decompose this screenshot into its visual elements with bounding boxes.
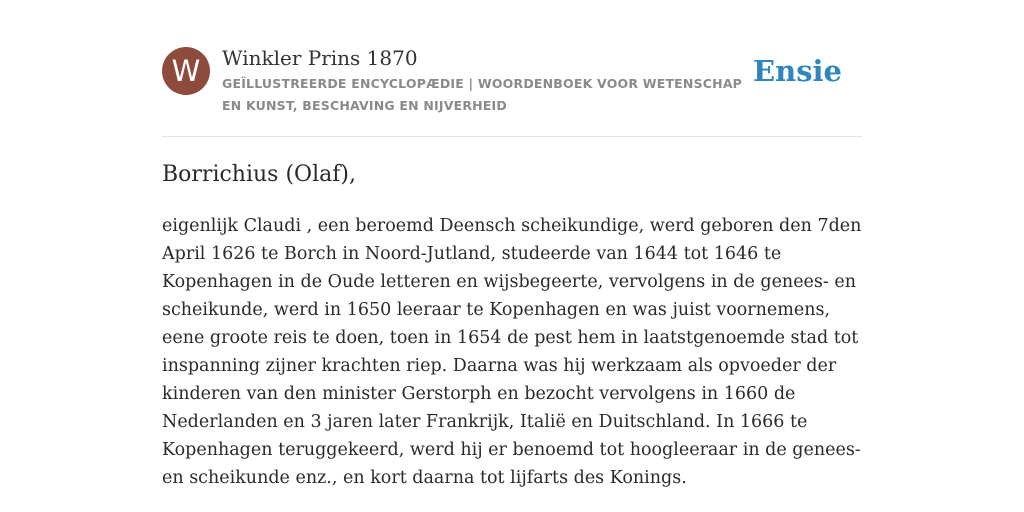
source-title[interactable]: Winkler Prins 1870 [222,46,418,70]
source-header [162,44,862,137]
entry-title: Borrichius (Olaf), [162,162,356,187]
entry-body: eigenlijk Claudi , een beroemd Deensch scheikundige, werd geboren den 7den April 1626 te Borch in Noord-Jutland, studeerde van 1644 tot 1646 te Kopenhagen in de Oude letteren en wijsbegeerte, vervolgens in de genees- en scheikunde, werd in 1650 leeraar te Kopenhagen en was juist voornemens, eene groote reis te doen, toen in 1654 de pest hem in laatstgenoemde stad tot inspanning zijner krachten riep. Daarna was hij werkzaam als opvoeder der kinderen van den minister Gerstorph en bezocht vervolgens in 1660 de Nederlanden en 3 jaren later Frankrijk, Italië en Duitschland. In 1666 te Kopenhagen teruggekeerd, werd hij er benoemd tot hoogleeraar in de genees- en scheikunde enz., en kort daarna tot lijfarts des Konings. [162,216,862,488]
avatar[interactable]: W [162,47,210,95]
source-subtitle: GEÏLLUSTREERDE ENCYCLOPÆDIE | WOORDENBOEK VOOR WETENSCHAP EN KUNST, BESCHAVING EN NIJVERHEID [222,76,743,113]
ensie-logo[interactable]: Ensie [753,54,842,88]
